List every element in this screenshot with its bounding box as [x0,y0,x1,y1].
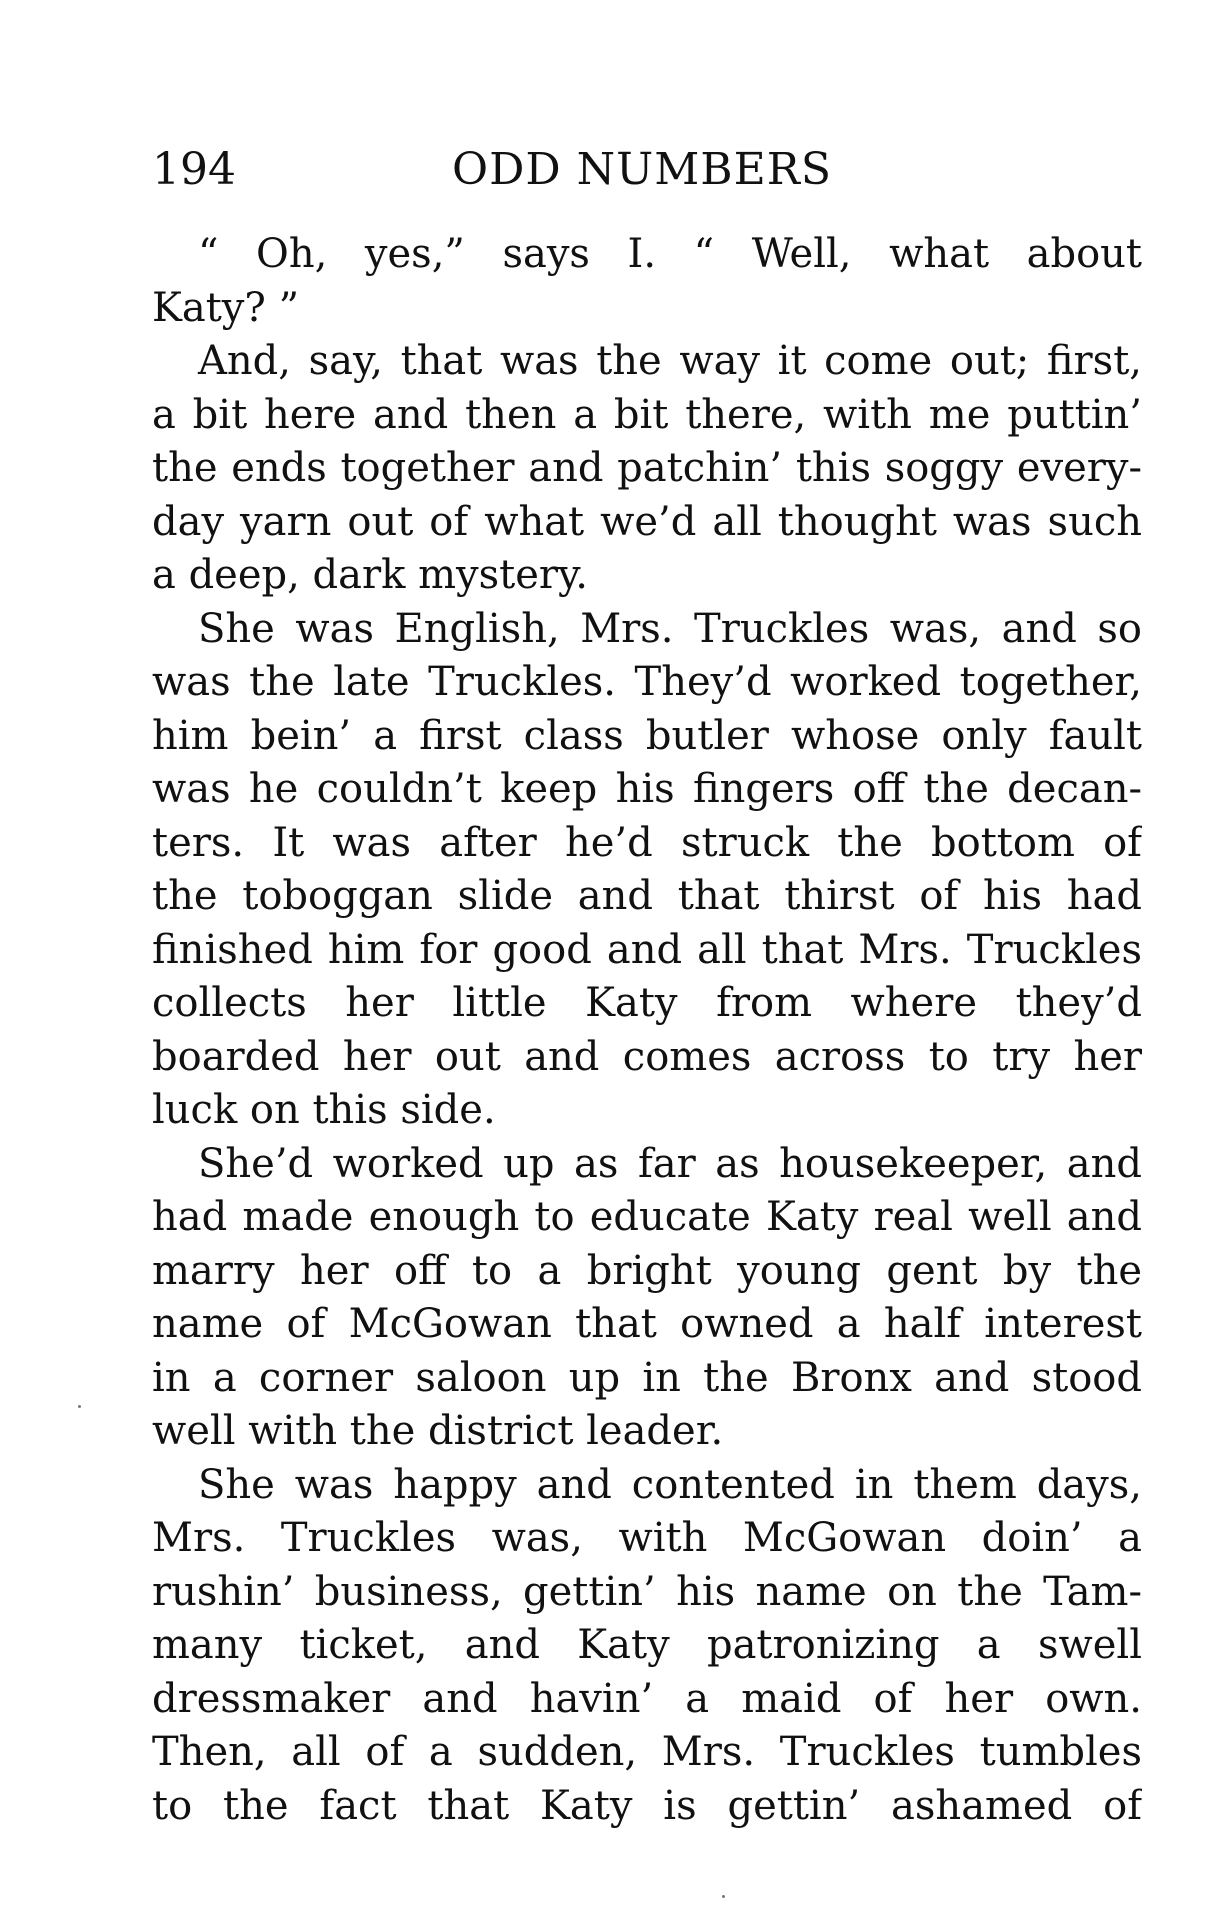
body-text [152,228,1142,1833]
text-line: She was happy and contented in them days, [198,1461,1142,1508]
text-line: She was English, Mrs. Truckles was, and so [198,605,1142,652]
text-line: day yarn out of what we’d all thought was such [152,498,1142,545]
text-line: the toboggan slide and that thirst of his had [152,873,1142,919]
text-line: Then, all of a sudden, Mrs. Truckles tumbles [152,1729,1142,1775]
page-number: 194 [152,144,236,195]
text-line: well with the district leader. [152,1408,724,1454]
text-line: ters. It was after he’d struck the bottom of [152,819,1142,866]
running-head [152,140,1142,200]
text-line: was the late Truckles. They’d worked together, [152,659,1142,705]
text-line: in a corner saloon up in the Bronx and stood [152,1354,1142,1401]
paper-speck [722,1895,725,1898]
text-line: had made enough to educate Katy real well and [152,1194,1142,1240]
text-line: name of McGowan that owned a half interest [152,1301,1142,1347]
text-line: “ Oh, yes,” says I. “ Well, what about [198,231,1142,277]
text-line: a bit here and then a bit there, with me puttin’ [152,391,1142,438]
text-line: boarded her out and comes across to try her [152,1033,1142,1080]
text-line: Katy? ” [152,284,300,331]
text-line: him bein’ a first class butler whose only fault [152,712,1142,759]
text-line: luck on this side. [152,1087,496,1133]
text-line: marry her off to a bright young gent by the [152,1247,1142,1294]
text-line: She’d worked up as far as housekeeper, and [198,1140,1142,1187]
text-line: finished him for good and all that Mrs. Truckles [152,926,1142,973]
text-line: many ticket, and Katy patronizing a swell [152,1622,1142,1668]
text-line: dressmaker and havin’ a maid of her own. [152,1675,1142,1722]
text-line: collects her little Katy from where they’d [152,980,1142,1026]
book-title: ODD NUMBERS [452,144,832,195]
text-line: to the fact that Katy is gettin’ ashamed of [152,1782,1142,1829]
text-line: And, say, that was the way it come out; first, [198,338,1142,384]
text-line: a deep, dark mystery. [152,552,588,598]
text-line: was he couldn’t keep his fingers off the decan- [152,766,1142,812]
text-line: Mrs. Truckles was, with McGowan doin’ a [152,1515,1142,1561]
text-line: the ends together and patchin’ this soggy every- [152,445,1142,491]
paper-speck [78,1405,81,1408]
text-line: rushin’ business, gettin’ his name on the Tam- [152,1568,1142,1615]
